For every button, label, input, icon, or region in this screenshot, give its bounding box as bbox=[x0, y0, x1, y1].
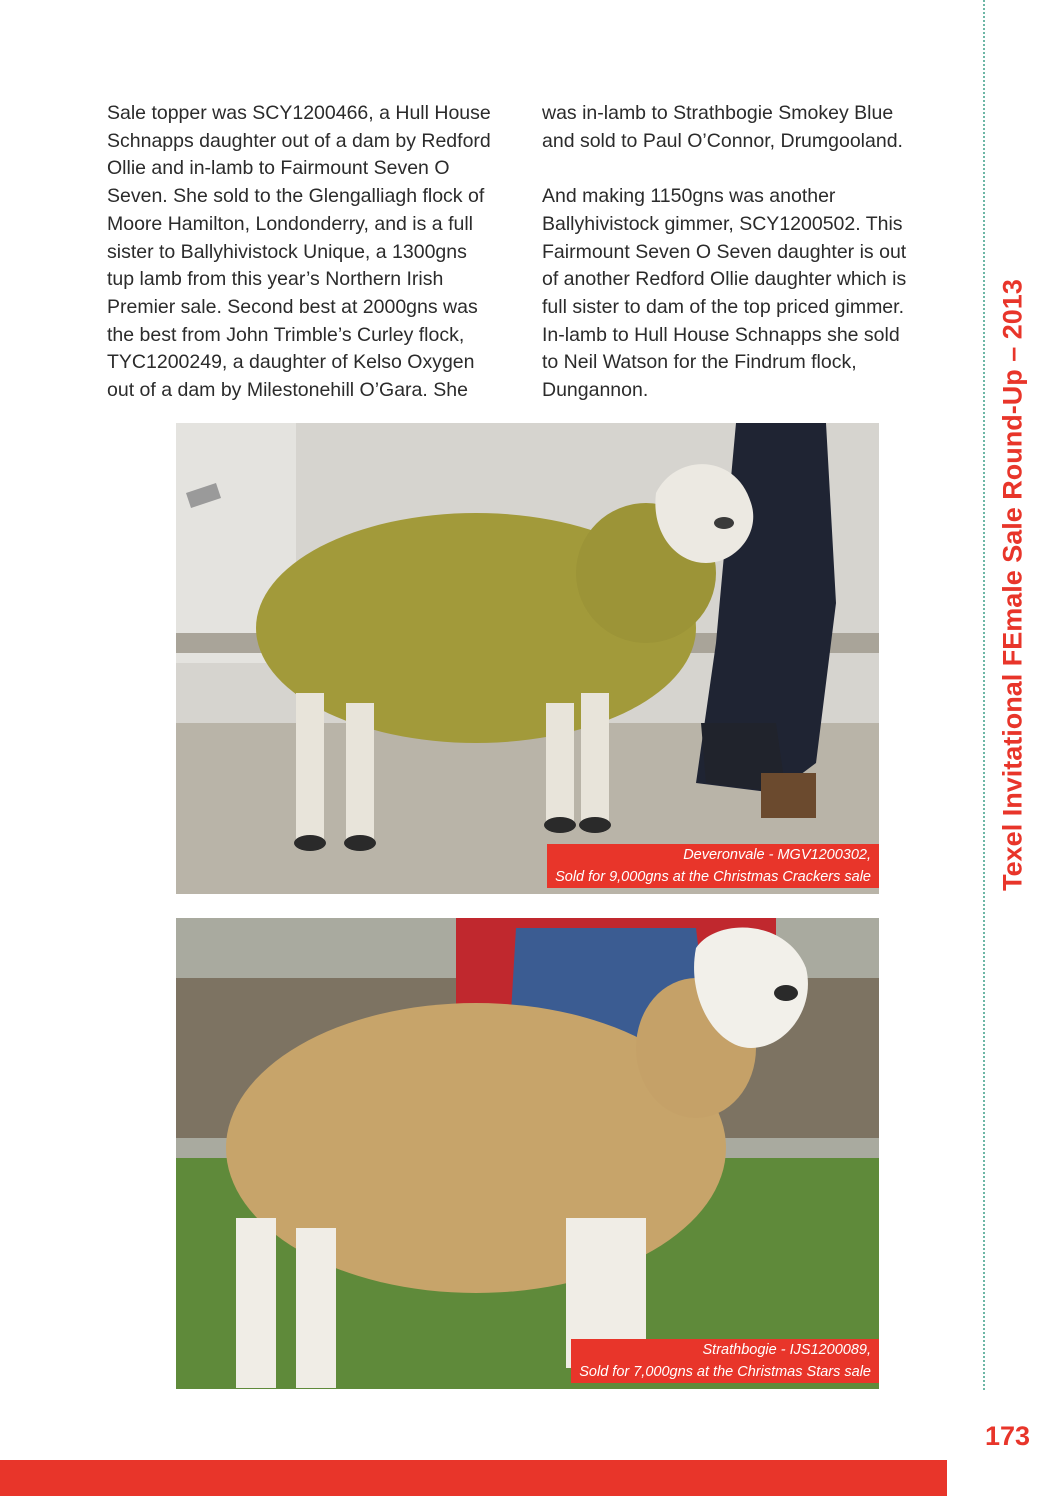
photo-caption-sale: Sold for 7,000gns at the Christmas Stars sale bbox=[579, 1364, 871, 1380]
article-paragraph: And making 1150gns was another Ballyhivistock gimmer, SCY1200502. This Fairmount Seven O Seven daughter is out of another Redford Ollie daughter which is full sister to dam of the top priced gimmer. In-lamb to Hull House Schnapps she sold to Neil Watson for the Findrum flock, Dungannon. bbox=[542, 185, 907, 402]
margin-dotted-rule bbox=[983, 0, 985, 1390]
photo-caption bbox=[547, 844, 879, 888]
sheep-photo-1 bbox=[176, 423, 879, 894]
page-number: 173 bbox=[985, 1421, 1031, 1451]
photo-caption-sale: Sold for 9,000gns at the Christmas Crackers sale bbox=[555, 869, 871, 885]
photo-caption bbox=[571, 1339, 879, 1383]
article-right-column bbox=[542, 100, 952, 405]
article-left-column bbox=[107, 100, 517, 405]
photo-caption-name: Strathbogie - IJS1200089, bbox=[702, 1342, 871, 1358]
article-paragraph: Sale topper was SCY1200466, a Hull House Schnapps daughter out of a dam by Redford Ollie and in-lamb to Fairmount Seven O Seven. She sold to the Glengalliagh flock of Moore Hamilton, Londonderry, and is a full sister to Ballyhivistock Unique, a 1300gns tup lamb from this year’s Northern Irish Premier sale. Second best at 2000gns was the best from John Trimble’s Curley flock, TYC1200249, a daughter of Kelso Oxygen out of a dam by Milestonehill O’Gara. She bbox=[107, 102, 491, 402]
sheep-photo-2-image bbox=[176, 918, 879, 1389]
sheep-photo-2 bbox=[176, 918, 879, 1389]
sheep-photo-1-image bbox=[176, 423, 879, 894]
photo-caption-name: Deveronvale - MGV1200302, bbox=[683, 847, 871, 863]
section-side-title: Texel Invitational FEmale Sale Round-Up – 2013 bbox=[997, 279, 1028, 891]
footer-accent-bar bbox=[0, 1460, 947, 1496]
article-paragraph: was in-lamb to Strathbogie Smokey Blue and sold to Paul O’Connor, Drumgooland. bbox=[542, 102, 903, 152]
